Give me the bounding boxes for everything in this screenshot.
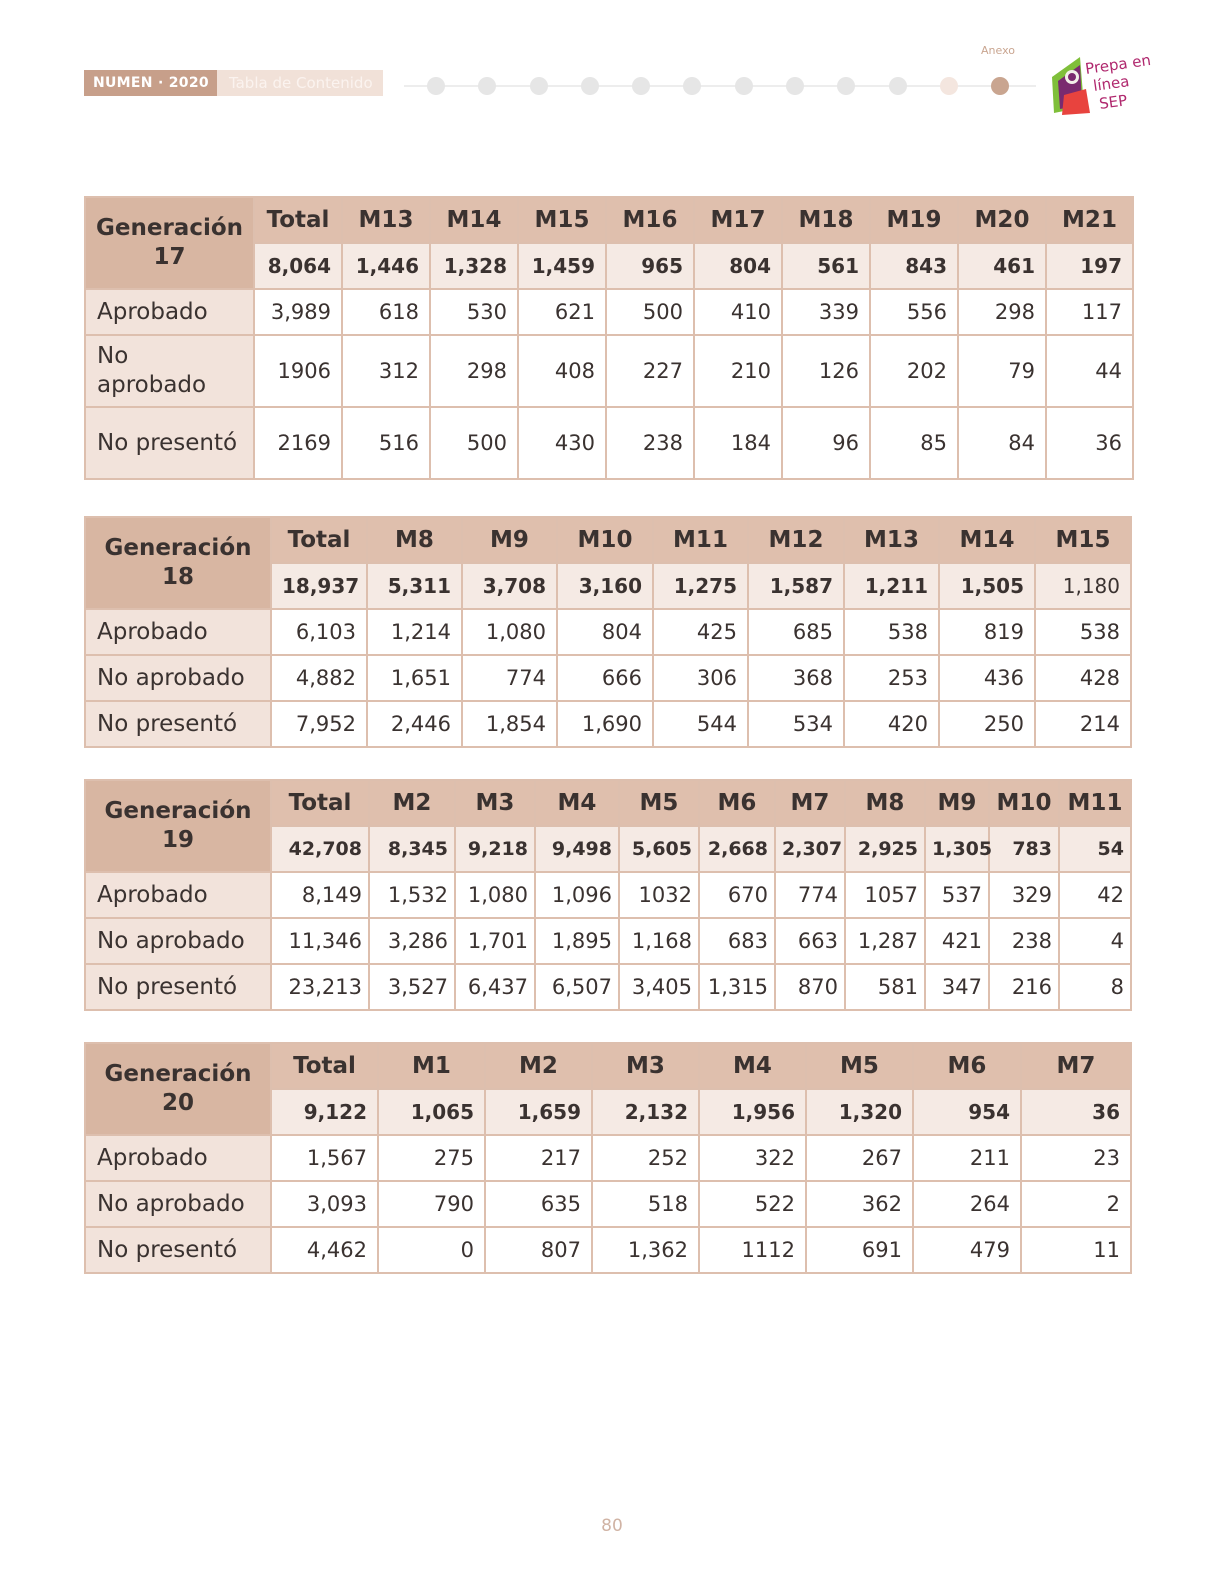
row-label: Aprobado	[85, 609, 271, 655]
table-row	[85, 289, 1133, 335]
data-cell: 329	[989, 872, 1059, 918]
total-cell: 8,345	[369, 826, 455, 872]
table-row	[85, 964, 1131, 1010]
column-header: M5	[619, 780, 699, 826]
section-nav-dot[interactable]	[478, 77, 496, 95]
data-cell: 581	[845, 964, 925, 1010]
data-cell: 663	[775, 918, 845, 964]
toc-link[interactable]	[217, 70, 383, 96]
data-cell: 214	[1035, 701, 1131, 747]
data-cell: 1,532	[369, 872, 455, 918]
table-row	[85, 1135, 1131, 1181]
data-cell: 1,651	[367, 655, 462, 701]
data-cell: 23,213	[271, 964, 369, 1010]
total-cell: 1,446	[342, 243, 430, 289]
data-cell: 1,096	[535, 872, 619, 918]
column-header: M14	[939, 517, 1035, 563]
total-cell: 804	[694, 243, 782, 289]
column-header: M4	[699, 1043, 806, 1089]
total-cell: 9,122	[271, 1089, 378, 1135]
data-cell: 217	[485, 1135, 592, 1181]
column-header: M13	[342, 197, 430, 243]
column-header: M21	[1046, 197, 1133, 243]
data-cell: 425	[653, 609, 748, 655]
data-cell: 420	[844, 701, 939, 747]
logo-text-line3: SEP	[1098, 91, 1129, 113]
generation-header: Generación 17	[85, 197, 254, 289]
table-row	[85, 872, 1131, 918]
column-header: M20	[958, 197, 1046, 243]
data-cell: 1,080	[455, 872, 535, 918]
data-cell: 666	[557, 655, 653, 701]
total-cell: 1,180	[1035, 563, 1131, 609]
total-cell: 2,668	[699, 826, 775, 872]
column-header: M11	[1059, 780, 1131, 826]
total-cell: 1,065	[378, 1089, 485, 1135]
data-cell: 522	[699, 1181, 806, 1227]
table-row	[85, 1181, 1131, 1227]
data-cell: 4,462	[271, 1227, 378, 1273]
column-header: M3	[592, 1043, 699, 1089]
data-cell: 500	[606, 289, 694, 335]
section-nav-dot[interactable]	[940, 77, 958, 95]
row-label: No presentó	[85, 407, 254, 479]
data-cell: 534	[748, 701, 844, 747]
header-badge	[84, 70, 383, 96]
data-cell: 250	[939, 701, 1035, 747]
total-cell: 1,320	[806, 1089, 913, 1135]
column-header: M2	[485, 1043, 592, 1089]
total-cell: 1,211	[844, 563, 939, 609]
data-cell: 685	[748, 609, 844, 655]
data-cell: 621	[518, 289, 606, 335]
data-cell: 79	[958, 335, 1046, 407]
data-cell: 804	[557, 609, 653, 655]
data-cell: 3,989	[254, 289, 342, 335]
data-cell: 2169	[254, 407, 342, 479]
data-cell: 11	[1021, 1227, 1131, 1273]
total-cell: 3,160	[557, 563, 653, 609]
data-cell: 1032	[619, 872, 699, 918]
table-generacion-19	[84, 779, 1132, 1011]
data-cell: 408	[518, 335, 606, 407]
row-label: Aprobado	[85, 289, 254, 335]
data-cell: 1,701	[455, 918, 535, 964]
data-cell: 23	[1021, 1135, 1131, 1181]
total-cell: 197	[1046, 243, 1133, 289]
column-header: M15	[1035, 517, 1131, 563]
column-header: M4	[535, 780, 619, 826]
data-cell: 436	[939, 655, 1035, 701]
data-cell: 202	[870, 335, 958, 407]
total-cell: 5,605	[619, 826, 699, 872]
data-cell: 819	[939, 609, 1035, 655]
data-cell: 347	[925, 964, 989, 1010]
data-cell: 691	[806, 1227, 913, 1273]
column-header: M15	[518, 197, 606, 243]
total-cell: 783	[989, 826, 1059, 872]
data-cell: 430	[518, 407, 606, 479]
data-cell: 410	[694, 289, 782, 335]
data-cell: 3,405	[619, 964, 699, 1010]
section-nav-dot-active[interactable]	[991, 77, 1009, 95]
section-nav-dot[interactable]	[530, 77, 548, 95]
total-cell: 9,498	[535, 826, 619, 872]
data-cell: 6,437	[455, 964, 535, 1010]
table-row	[85, 609, 1131, 655]
total-cell: 9,218	[455, 826, 535, 872]
data-cell: 84	[958, 407, 1046, 479]
data-cell: 1,690	[557, 701, 653, 747]
data-cell: 421	[925, 918, 989, 964]
section-nav-dot[interactable]	[581, 77, 599, 95]
data-cell: 238	[606, 407, 694, 479]
data-cell: 4,882	[271, 655, 367, 701]
toc-label: Tabla de Contenido	[228, 74, 373, 92]
data-cell: 298	[958, 289, 1046, 335]
column-header: Total	[254, 197, 342, 243]
data-cell: 500	[430, 407, 518, 479]
section-nav-dot[interactable]	[632, 77, 650, 95]
column-header: M18	[782, 197, 870, 243]
data-cell: 807	[485, 1227, 592, 1273]
data-cell: 306	[653, 655, 748, 701]
total-cell: 8,064	[254, 243, 342, 289]
data-cell: 538	[1035, 609, 1131, 655]
data-cell: 36	[1046, 407, 1133, 479]
total-cell: 2,132	[592, 1089, 699, 1135]
column-header: M10	[557, 517, 653, 563]
section-nav-dot[interactable]	[889, 77, 907, 95]
data-cell: 252	[592, 1135, 699, 1181]
total-cell: 18,937	[271, 563, 367, 609]
row-label: No aprobado	[85, 655, 271, 701]
generation-header: Generación 18	[85, 517, 271, 609]
data-cell: 1112	[699, 1227, 806, 1273]
column-header: M10	[989, 780, 1059, 826]
table-generacion-17	[84, 196, 1134, 480]
column-header: M9	[462, 517, 557, 563]
total-cell: 1,328	[430, 243, 518, 289]
data-cell: 264	[913, 1181, 1021, 1227]
data-cell: 870	[775, 964, 845, 1010]
data-cell: 4	[1059, 918, 1131, 964]
data-cell: 1,214	[367, 609, 462, 655]
total-cell: 54	[1059, 826, 1131, 872]
data-cell: 0	[378, 1227, 485, 1273]
total-cell: 1,956	[699, 1089, 806, 1135]
data-cell: 312	[342, 335, 430, 407]
section-nav-dot[interactable]	[786, 77, 804, 95]
data-cell: 44	[1046, 335, 1133, 407]
column-header: M19	[870, 197, 958, 243]
data-cell: 518	[592, 1181, 699, 1227]
data-cell: 428	[1035, 655, 1131, 701]
data-cell: 1057	[845, 872, 925, 918]
data-cell: 8,149	[271, 872, 369, 918]
data-cell: 3,286	[369, 918, 455, 964]
data-cell: 1,895	[535, 918, 619, 964]
column-header: M1	[378, 1043, 485, 1089]
total-cell: 561	[782, 243, 870, 289]
column-header: M17	[694, 197, 782, 243]
data-cell: 6,103	[271, 609, 367, 655]
data-cell: 479	[913, 1227, 1021, 1273]
column-header: M6	[913, 1043, 1021, 1089]
data-cell: 774	[775, 872, 845, 918]
data-cell: 227	[606, 335, 694, 407]
row-label: No presentó	[85, 701, 271, 747]
total-cell: 36	[1021, 1089, 1131, 1135]
row-label: No aprobado	[85, 1181, 271, 1227]
data-cell: 1,287	[845, 918, 925, 964]
table-row	[85, 407, 1133, 479]
data-cell: 530	[430, 289, 518, 335]
data-cell: 85	[870, 407, 958, 479]
data-cell: 1,362	[592, 1227, 699, 1273]
data-cell: 1,080	[462, 609, 557, 655]
column-header: M12	[748, 517, 844, 563]
data-cell: 126	[782, 335, 870, 407]
data-cell: 211	[913, 1135, 1021, 1181]
data-cell: 1,168	[619, 918, 699, 964]
total-cell: 1,587	[748, 563, 844, 609]
data-cell: 635	[485, 1181, 592, 1227]
row-label: Aprobado	[85, 1135, 271, 1181]
column-header: M13	[844, 517, 939, 563]
total-cell: 3,708	[462, 563, 557, 609]
data-cell: 3,093	[271, 1181, 378, 1227]
total-cell: 843	[870, 243, 958, 289]
prepa-en-linea-sep-logo	[1050, 50, 1152, 117]
data-cell: 238	[989, 918, 1059, 964]
column-header: M16	[606, 197, 694, 243]
column-header: M8	[845, 780, 925, 826]
column-header: M5	[806, 1043, 913, 1089]
total-cell: 1,459	[518, 243, 606, 289]
generation-header: Generación 19	[85, 780, 271, 872]
section-label: Anexo	[981, 44, 1015, 57]
data-cell: 275	[378, 1135, 485, 1181]
data-cell: 6,507	[535, 964, 619, 1010]
total-cell: 1,275	[653, 563, 748, 609]
data-cell: 790	[378, 1181, 485, 1227]
row-label: No aprobado	[85, 918, 271, 964]
data-cell: 1,854	[462, 701, 557, 747]
data-cell: 683	[699, 918, 775, 964]
data-cell: 1,315	[699, 964, 775, 1010]
total-cell: 5,311	[367, 563, 462, 609]
row-label: No aprobado	[85, 335, 254, 407]
total-cell: 2,307	[775, 826, 845, 872]
table-row	[85, 1227, 1131, 1273]
column-header: M3	[455, 780, 535, 826]
total-cell: 965	[606, 243, 694, 289]
generation-header: Generación 20	[85, 1043, 271, 1135]
brand-label: NUMEN · 2020	[84, 70, 217, 96]
section-nav-dot[interactable]	[427, 77, 445, 95]
data-cell: 618	[342, 289, 430, 335]
column-header: M7	[1021, 1043, 1131, 1089]
column-header: M8	[367, 517, 462, 563]
data-cell: 253	[844, 655, 939, 701]
data-cell: 362	[806, 1181, 913, 1227]
total-cell: 954	[913, 1089, 1021, 1135]
data-cell: 3,527	[369, 964, 455, 1010]
column-header: M14	[430, 197, 518, 243]
data-cell: 7,952	[271, 701, 367, 747]
section-nav-dot[interactable]	[683, 77, 701, 95]
column-header: M6	[699, 780, 775, 826]
data-cell: 1,567	[271, 1135, 378, 1181]
total-cell: 1,305	[925, 826, 989, 872]
logo-text-line1: Prepa en	[1084, 50, 1152, 78]
table-generacion-18	[84, 516, 1132, 748]
total-cell: 461	[958, 243, 1046, 289]
data-cell: 11,346	[271, 918, 369, 964]
total-cell: 2,925	[845, 826, 925, 872]
table-row	[85, 918, 1131, 964]
data-cell: 1906	[254, 335, 342, 407]
column-header: Total	[271, 1043, 378, 1089]
column-header: M2	[369, 780, 455, 826]
data-cell: 96	[782, 407, 870, 479]
data-cell: 267	[806, 1135, 913, 1181]
data-cell: 298	[430, 335, 518, 407]
data-cell: 42	[1059, 872, 1131, 918]
logo-text-line2: línea	[1092, 72, 1131, 95]
column-header: Total	[271, 780, 369, 826]
data-cell: 322	[699, 1135, 806, 1181]
data-cell: 216	[989, 964, 1059, 1010]
page-number: 80	[601, 1516, 623, 1536]
row-label: No presentó	[85, 1227, 271, 1273]
data-cell: 2,446	[367, 701, 462, 747]
column-header: M7	[775, 780, 845, 826]
table-row	[85, 701, 1131, 747]
row-label: No presentó	[85, 964, 271, 1010]
total-cell: 42,708	[271, 826, 369, 872]
total-cell: 1,505	[939, 563, 1035, 609]
data-cell: 556	[870, 289, 958, 335]
data-cell: 670	[699, 872, 775, 918]
data-cell: 184	[694, 407, 782, 479]
data-cell: 8	[1059, 964, 1131, 1010]
column-header: Total	[271, 517, 367, 563]
section-nav-dot[interactable]	[735, 77, 753, 95]
data-cell: 339	[782, 289, 870, 335]
data-cell: 516	[342, 407, 430, 479]
data-cell: 117	[1046, 289, 1133, 335]
section-nav-dot[interactable]	[837, 77, 855, 95]
column-header: M9	[925, 780, 989, 826]
table-row	[85, 655, 1131, 701]
data-cell: 368	[748, 655, 844, 701]
row-label: Aprobado	[85, 872, 271, 918]
data-cell: 2	[1021, 1181, 1131, 1227]
data-cell: 537	[925, 872, 989, 918]
table-generacion-20	[84, 1042, 1132, 1274]
data-cell: 544	[653, 701, 748, 747]
data-cell: 210	[694, 335, 782, 407]
data-cell: 774	[462, 655, 557, 701]
table-row	[85, 335, 1133, 407]
column-header: M11	[653, 517, 748, 563]
data-cell: 538	[844, 609, 939, 655]
total-cell: 1,659	[485, 1089, 592, 1135]
